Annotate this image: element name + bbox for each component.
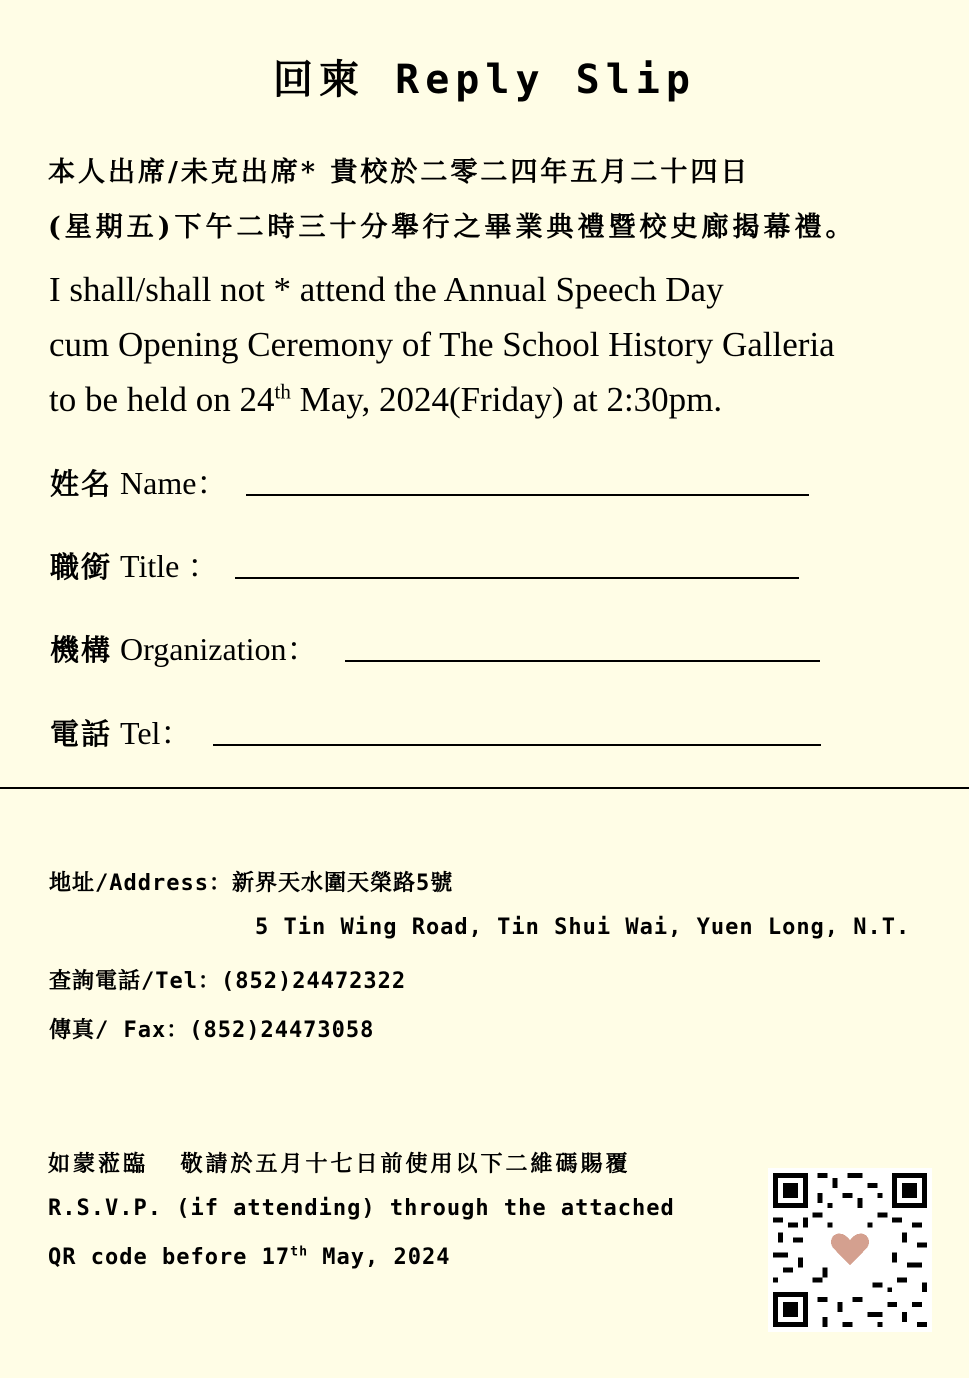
- title-label-zh: 職銜: [50, 550, 113, 584]
- tel-label-zh: 電話: [50, 717, 113, 751]
- name-label-zh: 姓名: [50, 467, 113, 501]
- fax-info: 傳真/ Fax：(852)24473058: [49, 1018, 375, 1043]
- tel-input-line[interactable]: [213, 744, 821, 746]
- rsvp-date-text: QR code before 17: [48, 1245, 291, 1270]
- english-statement-line-3: [49, 380, 722, 420]
- title-input-line[interactable]: [235, 577, 799, 579]
- cut-divider: [0, 787, 969, 789]
- qr-code-icon[interactable]: [768, 1168, 932, 1332]
- english-statement-line-2: cum Opening Ceremony of The School History Galleria: [49, 325, 835, 364]
- rsvp-english-line-2: [48, 1245, 451, 1270]
- organization-input-line[interactable]: [345, 660, 820, 662]
- date-suffix: th: [274, 379, 291, 404]
- date-rest-text: May, 2024(Friday) at 2:30pm.: [290, 380, 723, 419]
- name-label: [50, 458, 228, 504]
- date-text: to be held on 24: [49, 380, 275, 419]
- organization-label: [50, 624, 319, 670]
- address-line-1: 地址/Address：新界天水圍天榮路5號: [49, 871, 454, 896]
- rsvp-date-suffix: th: [290, 1244, 309, 1260]
- qr-code-graphic: [768, 1168, 932, 1332]
- name-input-line[interactable]: [246, 494, 809, 496]
- name-label-en: Name：: [112, 465, 229, 501]
- rsvp-chinese: 如蒙蒞臨 敬請於五月十七日前使用以下二維碼賜覆: [48, 1152, 631, 1177]
- english-statement-line-1: I shall/shall not * attend the Annual Speech Day: [49, 270, 724, 309]
- rsvp-english-line-1: R.S.V.P. (if attending) through the attached: [48, 1196, 675, 1221]
- chinese-statement-line-1: 本人出席/未克出席* 貴校於二零二四年五月二十四日: [48, 157, 751, 188]
- tel-info: 查詢電話/Tel：(852)24472322: [49, 969, 407, 994]
- rsvp-date-rest: May, 2024: [308, 1245, 451, 1270]
- title-label-en: Title ：: [112, 548, 220, 584]
- page-title: 回柬 Reply Slip: [273, 57, 696, 103]
- organization-label-zh: 機構: [50, 633, 113, 667]
- organization-label-en: Organization：: [112, 631, 319, 667]
- title-label: [50, 541, 219, 587]
- address-line-2: 5 Tin Wing Road, Tin Shui Wai, Yuen Long, N.T.: [255, 915, 911, 940]
- tel-label: [50, 708, 192, 754]
- chinese-statement-line-2: (星期五)下午二時三十分舉行之畢業典禮暨校史廊揭幕禮。: [48, 212, 857, 243]
- tel-label-en: Tel：: [112, 715, 193, 751]
